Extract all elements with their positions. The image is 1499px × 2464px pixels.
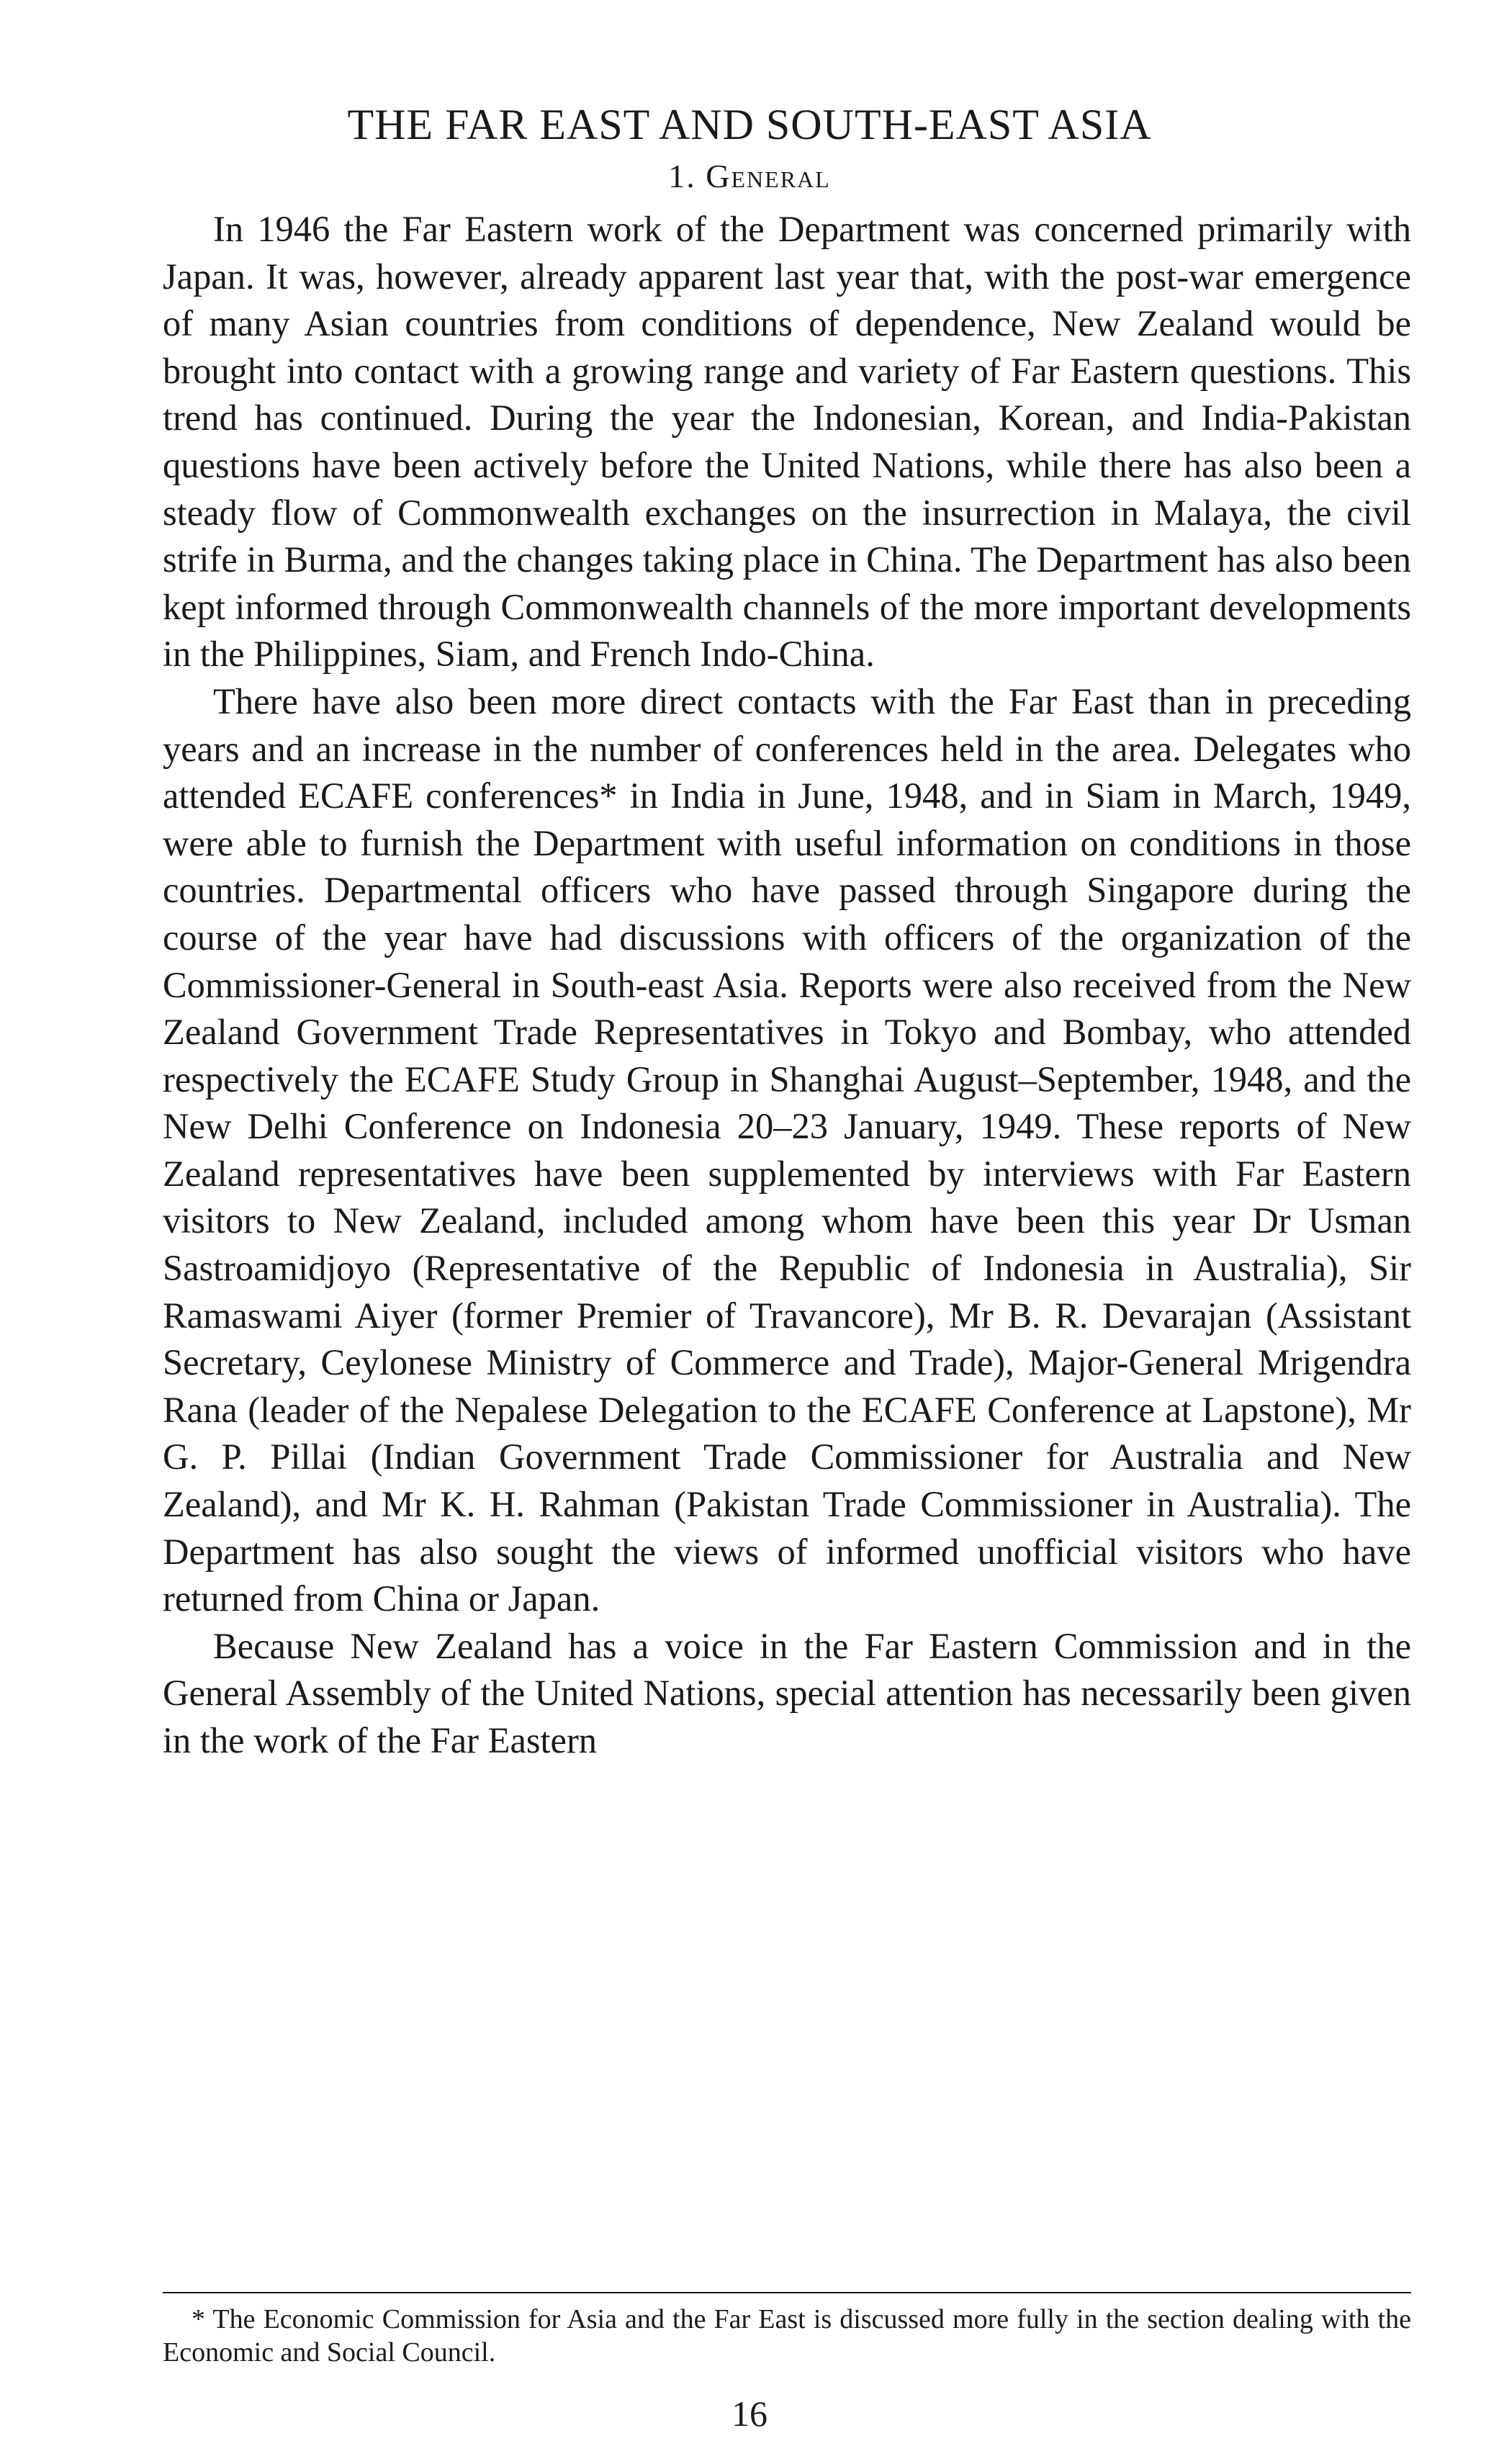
footnote: * The Economic Commission for Asia and the Far East is discussed more fully in the section dealing with the Economic and Social Council.	[163, 2304, 1411, 2368]
paragraph: In 1946 the Far Eastern work of the Department was concerned primarily with Japan. It was, however, already apparent last year that, with the post-war emergence of many Asian countries from conditions of dependence, New Zealand would be brought into contact with a growing range and variety of Far Eastern questions. This trend has continued. During the year the Indonesian, Korean, and India-Pakistan questions have been actively before the United Nations, while there has also been a steady flow of Commonwealth exchanges on the insurrection in Malaya, the civil strife in Burma, and the changes taking place in China. The Department has also been kept informed through Commonwealth channels of the more important developments in the Philippines, Siam, and French Indo-China.	[163, 209, 1411, 675]
body-text	[163, 206, 1411, 1765]
page-number: 16	[732, 2393, 767, 2434]
paragraph: Because New Zealand has a voice in the Far Eastern Commission and in the General Assembly of the United Nations, special attention has necessarily been given in the work of the Far Eastern	[163, 1625, 1411, 1761]
footnote-divider	[163, 2292, 1411, 2293]
section-heading: 1. General	[668, 158, 831, 194]
page-title: THE FAR EAST AND SOUTH-EAST ASIA	[347, 101, 1152, 148]
paragraph: There have also been more direct contacts with the Far East than in preceding years and an increase in the number of conferences held in the area. Delegates who attended ECAFE conferences* in India in June, 1948, and in Siam in March, 1949, were able to furnish the Department with useful information on conditions in those countries. Departmental officers who have passed through Singapore during the course of the year have had discussions with officers of the organization of the Commissioner-General in South-east Asia. Reports were also received from the New Zealand Government Trade Representatives in Tokyo and Bombay, who attended respectively the ECAFE Study Group in Shanghai August–September, 1948, and the New Delhi Conference on Indonesia 20–23 January, 1949. These reports of New Zealand representatives have been supplemented by interviews with Far Eastern visitors to New Zealand, included among whom have been this year Dr Usman Sastroamidjoyo (Representative of the Republic of Indonesia in Australia), Sir Ramaswami Aiyer (former Premier of Travancore), Mr B. R. Devarajan (Assistant Secretary, Ceylonese Ministry of Commerce and Trade), Major-General Mrigendra Rana (leader of the Nepalese Delegation to the ECAFE Conference at Lapstone), Mr G. P. Pillai (Indian Government Trade Commissioner for Australia and New Zealand), and Mr K. H. Rahman (Pakistan Trade Commissioner in Australia). The Department has also sought the views of informed unofficial visitors who have returned from China or Japan.	[163, 680, 1411, 1619]
